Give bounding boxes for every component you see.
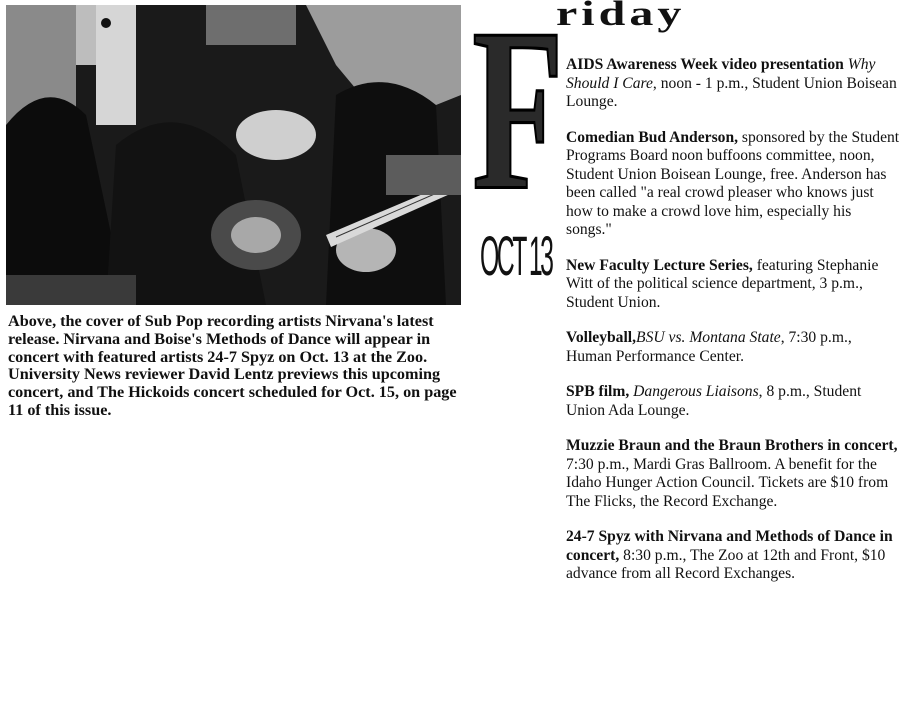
- event-item: AIDS Awareness Week video presentation Why Should I Care, noon - 1 p.m., Student Union Boisean Lounge.: [566, 56, 897, 110]
- event-list: [566, 56, 900, 601]
- event-item: 24-7 Spyz with Nirvana and Methods of Dance in concert, 8:30 p.m., The Zoo at 12th and Front, $10 advance from all Record Exchanges.: [566, 528, 893, 582]
- date-label: OCT 13: [480, 226, 552, 288]
- day-initial: F: [472, 0, 564, 239]
- photo-caption: Above, the cover of Sub Pop recording artists Nirvana's latest release. Nirvana and Boise's Methods of Dance will appear in concert with featured artists 24-7 Spyz on Oct. 13 at the Zoo. University News reviewer David Lentz previews this upcoming concert, and The Hickoids concert scheduled for Oct. 15, on page 11 of this issue.: [8, 312, 457, 419]
- event-item: Comedian Bud Anderson, sponsored by the Student Programs Board noon buffoons committee, noon, Student Union Boisean Lounge, free. Anderson has been called "a real crowd pleaser who knows just how to make a crowd love him, especially his songs.": [566, 128, 900, 238]
- band-photo: [6, 5, 461, 305]
- event-item: SPB film, Dangerous Liaisons, 8 p.m., Student Union Ada Lounge.: [566, 383, 862, 419]
- day-heading: riday: [556, 0, 686, 33]
- event-item: Muzzie Braun and the Braun Brothers in concert, 7:30 p.m., Mardi Gras Ballroom. A benefit for the Idaho Hunger Action Council. Tickets are $10 from The Flicks, the Record Exchange.: [566, 437, 898, 510]
- event-item: New Faculty Lecture Series, featuring Stephanie Witt of the political science department, 3 p.m., Student Union.: [566, 256, 879, 311]
- event-item: Volleyball,BSU vs. Montana State, 7:30 p.m., Human Performance Center.: [566, 329, 852, 365]
